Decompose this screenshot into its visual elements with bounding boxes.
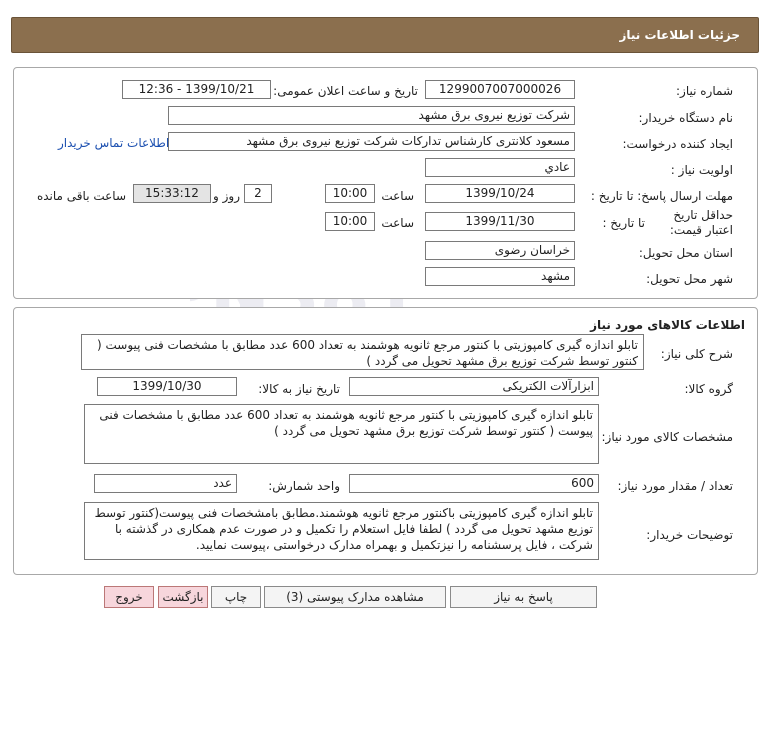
delivery-city-label: شهر محل تحویل: (646, 272, 733, 286)
need-date-label: تاریخ نیاز به کالا: (258, 382, 340, 396)
days-label: روز و (213, 189, 240, 203)
buyer-contact-link[interactable]: اطلاعات تماس خریدار (58, 136, 170, 150)
validity-time-label: ساعت (381, 216, 414, 230)
goods-spec-label: مشخصات کالای مورد نیاز: (601, 430, 733, 444)
delivery-province-label: استان محل تحویل: (638, 246, 733, 260)
need-number-label: شماره نیاز: (676, 84, 733, 98)
back-button[interactable]: بازگشت (158, 586, 208, 608)
buyer-notes-field: تابلو اندازه گیری کامپوزیتی باکنتور مرجع ثانویه هوشمند.مطابق بامشخصات فنی پیوست(کنتور توسط توزیع مشهد تحویل می گردد ) لطفا فایل استعلام را تکمیل و در صورت عدم همکاری در گذشته با شرکت ، فایل پرسشنامه را نیزتکمیل و بهمراه مدارک درخواستی ،پیوست نمایید. (84, 502, 599, 560)
exit-button[interactable]: خروج (104, 586, 154, 608)
reply-date-field: 1399/10/24 (425, 184, 575, 203)
remaining-time-field: 15:33:12 (133, 184, 211, 203)
quantity-label: تعداد / مقدار مورد نیاز: (617, 479, 733, 493)
quantity-field: 600 (349, 474, 599, 493)
reply-deadline-label: مهلت ارسال پاسخ: تا تاریخ : (590, 189, 733, 203)
buyer-notes-label: توضیحات خریدار: (646, 528, 733, 542)
view-attachments-button[interactable]: مشاهده مدارک پیوستی (3) (264, 586, 446, 608)
remaining-time-label: ساعت باقی مانده (36, 189, 126, 203)
goods-spec-field: تابلو اندازه گیری کامپوزیتی با کنتور مرجع ثانویه هوشمند به تعداد 600 عدد مطابق با مشخصات فنی پیوست ( کنتور توسط شرکت توزیع برق مشهد تحویل می گردد ) (84, 404, 599, 464)
price-validity-label: حداقل تاریخ اعتبار قیمت: (669, 208, 733, 237)
window-title-bar (11, 17, 759, 53)
priority-label: اولویت نیاز : (670, 163, 733, 177)
general-description-field: تابلو اندازه گیری کامپوزیتی با کنتور مرجع ثانویه هوشمند به تعداد 600 عدد مطابق با مشخصات فنی پیوست ( کنتور توسط شرکت توزیع برق مشهد تحویل می گردد ) (81, 334, 644, 370)
request-details-panel (13, 67, 758, 299)
reply-to-need-button[interactable]: پاسخ به نیاز (450, 586, 597, 608)
delivery-province-field: خراسان رضوی (425, 241, 575, 260)
priority-field: عادي (425, 158, 575, 177)
announce-datetime-field: 1399/10/21 - 12:36 (122, 80, 271, 99)
need-number-field: 1299007007000026 (425, 80, 575, 99)
validity-time-field: 10:00 (325, 212, 375, 231)
unit-field: عدد (94, 474, 237, 493)
general-description-label: شرح کلی نیاز: (660, 347, 733, 361)
reply-time-label: ساعت (381, 189, 414, 203)
buyer-org-label: نام دستگاه خریدار: (638, 111, 733, 125)
validity-to-date-label: تا تاریخ : (602, 216, 645, 230)
request-creator-field: مسعود کلانتری کارشناس تدارکات شرکت توزیع نیروی برق مشهد (168, 132, 575, 151)
request-creator-label: ایجاد کننده درخواست: (622, 137, 733, 151)
window-title: جزئیات اطلاعات نیاز (619, 28, 740, 42)
buyer-org-field: شرکت توزیع نیروی برق مشهد (168, 106, 575, 125)
goods-group-label: گروه کالا: (684, 382, 733, 396)
goods-group-field: ابزارآلات الکتریکی (349, 377, 599, 396)
validity-date-field: 1399/11/30 (425, 212, 575, 231)
delivery-city-field: مشهد (425, 267, 575, 286)
goods-section-title: اطلاعات کالاهای مورد نیاز (590, 318, 745, 332)
print-button[interactable]: چاپ (211, 586, 261, 608)
reply-time-field: 10:00 (325, 184, 375, 203)
announce-datetime-label: تاریخ و ساعت اعلان عمومی: (273, 84, 418, 98)
days-remaining-field: 2 (244, 184, 272, 203)
unit-label: واحد شمارش: (268, 479, 340, 493)
need-date-field: 1399/10/30 (97, 377, 237, 396)
